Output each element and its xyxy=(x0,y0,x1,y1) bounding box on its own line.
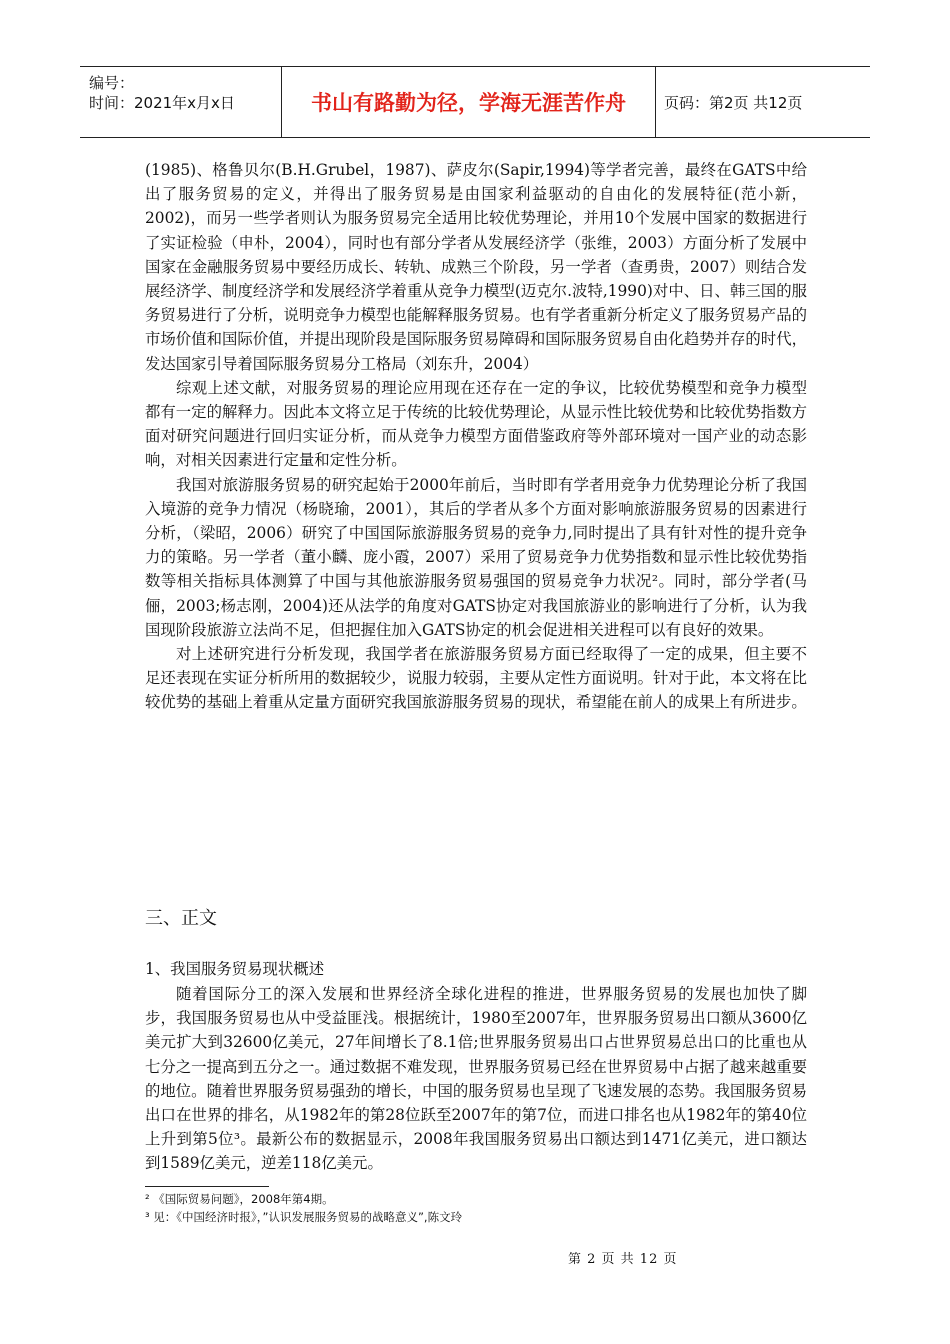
section-body xyxy=(145,982,807,1176)
paragraph: 综观上述文献，对服务贸易的理论应用现在还存在一定的争议，比较优势模型和竞争力模型都有一定的解释力。因此本文将立足于传统的比较优势理论，从显示性比较优势和比较优势指数方面对研究问题进行回归实证分析，而从竞争力模型方面借鉴政府等外部环境对一国产业的动态影响，对相关因素进行定量和定性分析。 xyxy=(145,378,807,470)
header-motto: 书山有路勤为径，学海无涯苦作舟 xyxy=(282,67,656,137)
paragraph: 随着国际分工的深入发展和世界经济全球化进程的推进，世界服务贸易的发展也加快了脚步，我国服务贸易也从中受益匪浅。根据统计，1980至2007年，世界服务贸易出口额从3600亿美元扩大到32600亿美元，27年间增长了8.1倍;世界服务贸易出口占世界贸易总出口的比重也从七分之一提高到五分之一。通过数据不难发现，世界服务贸易已经在世界贸易中占据了越来越重要的地位。随着世界服务贸易强劲的增长，中国的服务贸易也呈现了飞速发展的态势。我国服务贸易出口在世界的排名，从1982年的第28位跃至2007年的第7位，而进口排名也从1982年的第40位上升到第5位³。最新公布的数据显示，2008年我国服务贸易出口额达到1471亿美元，进口额达到1589亿美元，逆差118亿美元。 xyxy=(145,985,807,1173)
page-header xyxy=(80,66,870,138)
body-text xyxy=(145,158,807,715)
paragraph: 我国对旅游服务贸易的研究起始于2000年前后，当时即有学者用竞争力优势理论分析了我国入境游的竞争力情况（杨晓瑜，2001），其后的学者从多个方面对影响旅游服务贸易的因素进行分析，（梁昭，2006）研究了中国国际旅游服务贸易的竞争力,同时提出了具有针对性的提升竞争力的策略。另一学者（董小麟、庞小霞，2007）采用了贸易竞争力优势指数和显示性比较优势指数等相关指标具体测算了中国与其他旅游服务贸易强国的贸易竞争力状况²。同时，部分学者(马俪，2003;杨志刚，2004)还从法学的角度对GATS协定对我国旅游业的影响进行了分析，认为我国现阶段旅游立法尚不足，但把握住加入GATS协定的机会促进相关进程可以有良好的效果。 xyxy=(145,475,807,639)
header-meta xyxy=(80,67,282,137)
subsection-heading: 1、我国服务贸易现状概述 xyxy=(145,960,325,978)
section-heading: 三、正文 xyxy=(145,908,217,929)
header-page-label: 页码：第2页 共12页 xyxy=(664,93,803,112)
footnote: ³ 见：《中国经济时报》，”认识发展服务贸易的战略意义”,陈文玲 xyxy=(145,1210,463,1224)
paragraph: 对上述研究进行分析发现，我国学者在旅游服务贸易方面已经取得了一定的成果，但主要不足还表现在实证分析所用的数据较少，说服力较弱，主要从定性方面说明。针对于此，本文将在比较优势的基础上着重从定量方面研究我国旅游服务贸易的现状，希望能在前人的成果上有所进步。 xyxy=(145,645,807,712)
footnote: ² 《国际贸易问题》，2008年第4期。 xyxy=(145,1192,334,1206)
date-label: 时间：2021年x月x日 xyxy=(89,94,235,112)
number-label: 编号： xyxy=(89,74,135,92)
footnote-divider xyxy=(145,1186,269,1187)
paragraph: (1985)、格鲁贝尔(B.H.Grubel，1987)、萨皮尔(Sapir,1994)等学者完善，最终在GATS中给出了服务贸易的定义，并得出了服务贸易是由国家利益驱动的自由化的发展特征(范小新，2002)，而另一些学者则认为服务贸易完全适用比较优势理论，并用10个发展中国家的数据进行了实证检验（申朴，2004），同时也有部分学者从发展经济学（张维，2003）方面分析了发展中国家在金融服务贸易中要经历成长、转轨、成熟三个阶段，另一学者（查勇贵，2007）则结合发展经济学、制度经济学和发展经济学着重从竞争力模型(迈克尔.波特,1990)对中、日、韩三国的服务贸易进行了分析，说明竞争力模型也能解释服务贸易。也有学者重新分析定义了服务贸易产品的市场价值和国际价值，并提出现阶段是国际服务贸易障碍和国际服务贸易自由化趋势并存的时代，发达国家引导着国际服务贸易分工格局（刘东升，2004） xyxy=(145,161,807,373)
page-footer: 第 2 页 共 12 页 xyxy=(568,1252,678,1267)
